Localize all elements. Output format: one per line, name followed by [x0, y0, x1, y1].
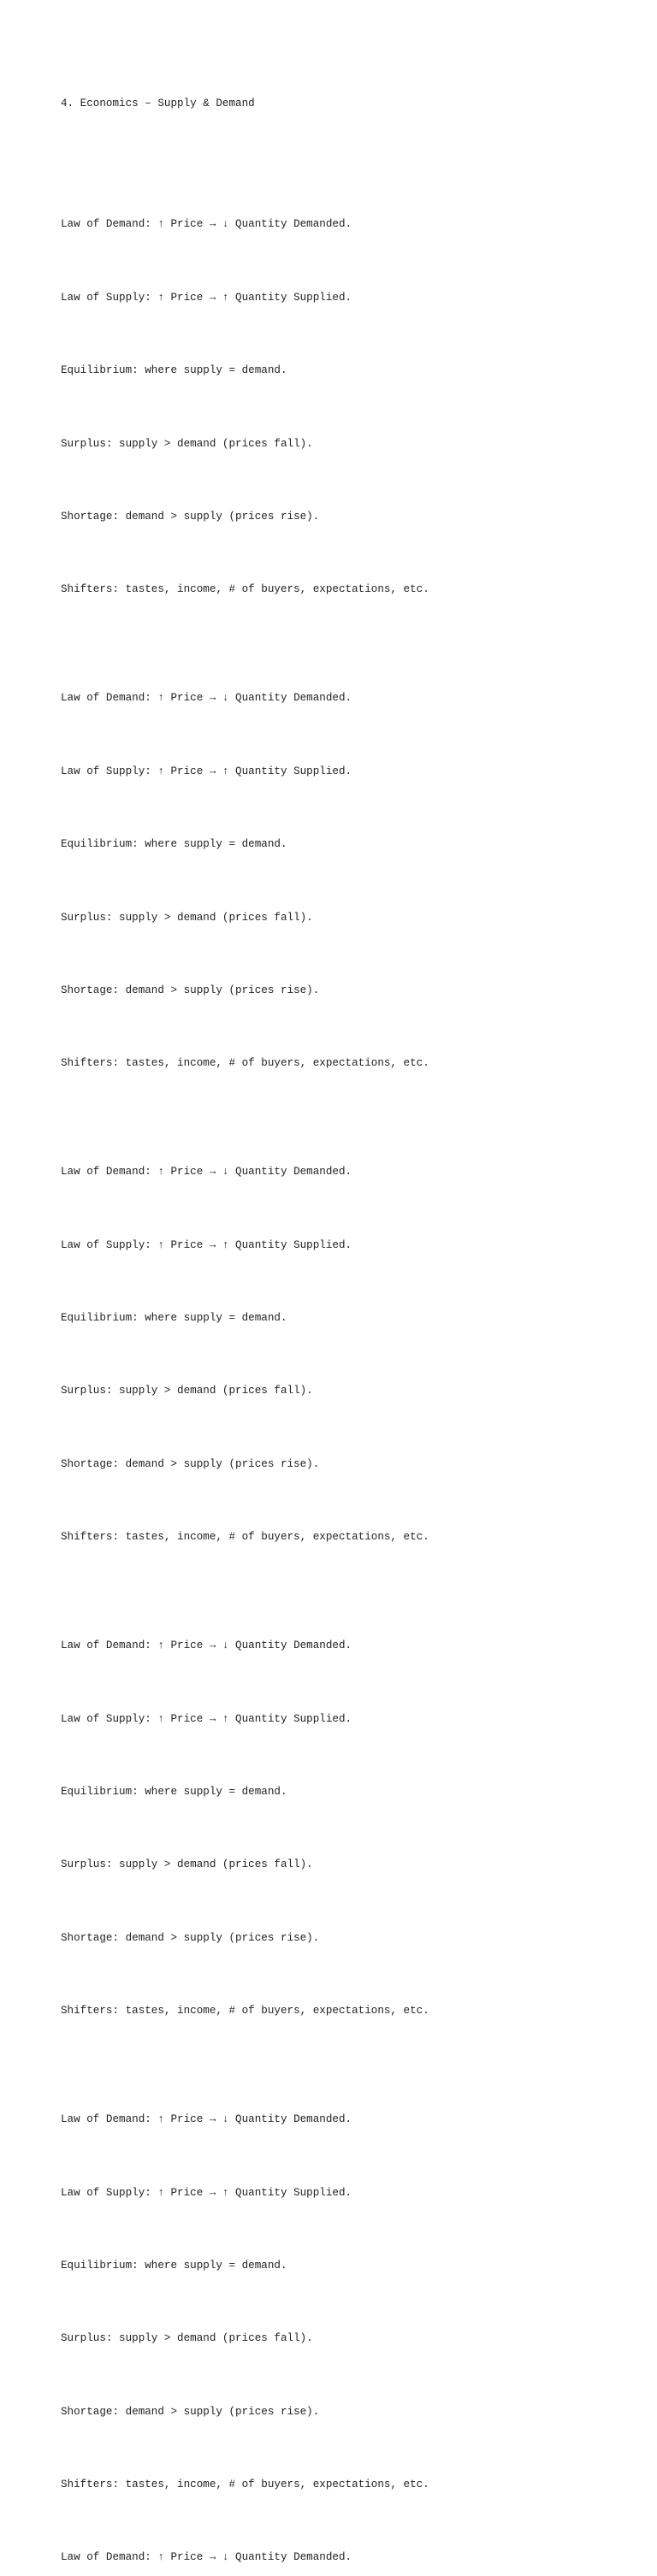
spacer	[61, 547, 642, 559]
spacer	[61, 1750, 642, 1762]
notes-block	[61, 2089, 642, 2515]
spacer	[61, 255, 642, 267]
spacer	[61, 1495, 642, 1507]
spacer	[61, 2443, 642, 2455]
law-of-supply-line: Law of Supply: ↑ Price → ↑ Quantity Supplied.	[61, 1712, 352, 1725]
surplus-line: Surplus: supply > demand (prices fall).	[61, 2332, 313, 2345]
law-of-demand-line: Law of Demand: ↑ Price → ↓ Quantity Demanded.	[61, 1640, 352, 1652]
notes-block	[61, 668, 642, 1094]
equilibrium-line: Equilibrium: where supply = demand.	[61, 2259, 287, 2272]
spacer	[61, 2369, 642, 2381]
spacer	[61, 1823, 642, 1835]
law-of-demand-line: Law of Demand: ↑ Price → ↓ Quantity Demanded.	[61, 2113, 352, 2126]
surplus-line: Surplus: supply > demand (prices fall).	[61, 1858, 313, 1871]
law-of-demand-line: Law of Demand: ↑ Price → ↓ Quantity Demanded.	[61, 1166, 352, 1179]
spacer	[61, 1276, 642, 1288]
shifters-line: Shifters: tastes, income, # of buyers, expectations, etc.	[61, 2479, 429, 2491]
shifters-line: Shifters: tastes, income, # of buyers, expectations, etc.	[61, 2005, 429, 2018]
equilibrium-line: Equilibrium: where supply = demand.	[61, 838, 287, 851]
spacer	[61, 2150, 642, 2162]
law-of-supply-line: Law of Supply: ↑ Price → ↑ Quantity Supplied.	[61, 291, 352, 304]
spacer	[61, 1895, 642, 1907]
spacer	[61, 948, 642, 960]
shortage-line: Shortage: demand > supply (prices rise).	[61, 984, 320, 996]
equilibrium-line: Equilibrium: where supply = demand.	[61, 1786, 287, 1799]
spacer	[61, 1202, 642, 1214]
spacer	[61, 134, 642, 146]
notes-block	[61, 194, 642, 620]
spacer	[61, 729, 642, 741]
spacer	[61, 1969, 642, 1981]
shortage-line: Shortage: demand > supply (prices rise).	[61, 510, 320, 523]
shifters-line: Shifters: tastes, income, # of buyers, expectations, etc.	[61, 1531, 429, 1544]
spacer	[61, 2296, 642, 2308]
shifters-line: Shifters: tastes, income, # of buyers, expectations, etc.	[61, 1057, 429, 1070]
law-of-supply-line: Law of Supply: ↑ Price → ↑ Quantity Supplied.	[61, 765, 352, 777]
surplus-line: Surplus: supply > demand (prices fall).	[61, 437, 313, 450]
surplus-line: Surplus: supply > demand (prices fall).	[61, 1385, 313, 1397]
section-heading: 4. Economics – Supply & Demand	[61, 97, 255, 109]
spacer	[61, 475, 642, 487]
document-page	[61, 74, 642, 2576]
spacer	[61, 1021, 642, 1033]
spacer	[61, 1676, 642, 1688]
spacer	[61, 1421, 642, 1433]
shortage-line: Shortage: demand > supply (prices rise).	[61, 1931, 320, 1944]
spacer	[61, 875, 642, 887]
law-of-demand-line: Law of Demand: ↑ Price → ↓ Quantity Demanded.	[61, 2551, 352, 2564]
law-of-supply-line: Law of Supply: ↑ Price → ↑ Quantity Supplied.	[61, 1238, 352, 1251]
surplus-line: Surplus: supply > demand (prices fall).	[61, 911, 313, 924]
spacer	[61, 802, 642, 814]
shifters-line: Shifters: tastes, income, # of buyers, expectations, etc.	[61, 583, 429, 596]
law-of-demand-line: Law of Demand: ↑ Price → ↓ Quantity Demanded.	[61, 692, 352, 705]
spacer	[61, 2224, 642, 2236]
spacer	[61, 328, 642, 340]
shortage-line: Shortage: demand > supply (prices rise).	[61, 2405, 320, 2418]
equilibrium-line: Equilibrium: where supply = demand.	[61, 364, 287, 377]
law-of-demand-line: Law of Demand: ↑ Price → ↓ Quantity Demanded.	[61, 218, 352, 231]
spacer	[61, 1349, 642, 1361]
equilibrium-line: Equilibrium: where supply = demand.	[61, 1312, 287, 1325]
notes-block	[61, 1142, 642, 1568]
notes-block	[61, 1616, 642, 2041]
spacer	[61, 401, 642, 413]
shortage-line: Shortage: demand > supply (prices rise).	[61, 1457, 320, 1470]
law-of-supply-line: Law of Supply: ↑ Price → ↑ Quantity Supplied.	[61, 2186, 352, 2199]
